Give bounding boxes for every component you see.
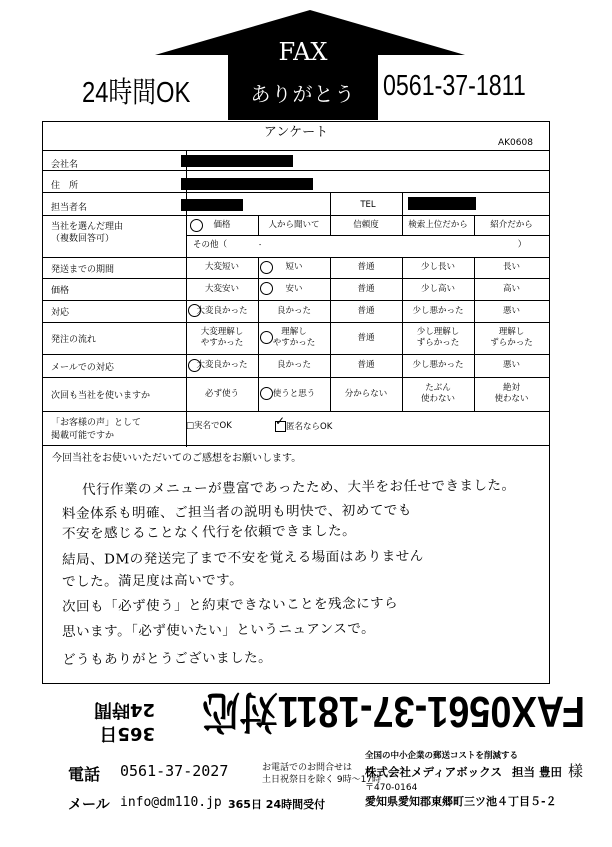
handwritten-line-1: 料金体系も明確、ご担当者の説明も明快で、初めてでも bbox=[62, 502, 412, 522]
reason-label: 当社を選んだ理由 bbox=[51, 222, 124, 232]
thanks-label: ありがとう bbox=[250, 82, 356, 106]
row-4-option-3[interactable]: 少し悪かった bbox=[412, 360, 464, 370]
mail-address[interactable]: info@dm110.jp bbox=[120, 795, 222, 810]
tel-number-footer[interactable]: 0561-37-2027 bbox=[120, 762, 229, 780]
selected-circle-icon bbox=[188, 359, 201, 372]
handwritten-line-3: 結局、DMの発送完了まで不安を覚える場面はありません bbox=[62, 548, 424, 568]
inquiry-line-1: お電話でのお問合せは bbox=[262, 763, 353, 773]
row-5-option-2[interactable]: 分からない bbox=[344, 388, 388, 399]
address-value-redacted bbox=[181, 178, 313, 190]
row-4-option-4[interactable]: 悪い bbox=[502, 360, 520, 370]
row-1-option-4[interactable]: 高い bbox=[502, 283, 520, 294]
voice-sub: 掲載可能ですか bbox=[51, 431, 115, 441]
handwritten-line-7: どうもありがとうございました。 bbox=[62, 649, 273, 668]
handwritten-line-4: でした。満足度は高いです。 bbox=[62, 572, 244, 590]
reason-option-0[interactable]: 価格 bbox=[213, 220, 231, 230]
selected-circle-icon bbox=[188, 304, 201, 317]
survey-form bbox=[42, 121, 550, 446]
selected-circle-icon bbox=[260, 387, 273, 400]
row-5-option-1[interactable]: 使うと思う bbox=[272, 388, 316, 399]
row-3-option-0[interactable]: 大変理解し やすかった bbox=[200, 327, 244, 348]
person-name: 担当 豊田 bbox=[512, 765, 563, 779]
row-1-option-1[interactable]: 安い bbox=[285, 283, 303, 294]
selected-circle-icon bbox=[260, 282, 273, 295]
row-label-5: 次回も当社を使いますか bbox=[51, 391, 151, 401]
row-2-option-2[interactable]: 普通 bbox=[357, 305, 375, 316]
fax-number: 0561-37-1811 bbox=[383, 70, 526, 102]
row-5-option-0[interactable]: 必ず使う bbox=[204, 388, 239, 399]
row-0-option-2[interactable]: 普通 bbox=[357, 262, 375, 272]
company-name: 株式会社メディアボックス bbox=[365, 765, 502, 779]
reason-option-2[interactable]: 信頼度 bbox=[353, 220, 379, 230]
handwritten-line-6: 思います。「必ず使いたい」というニュアンスで。 bbox=[62, 620, 376, 640]
flipped-hours: 24時間 bbox=[93, 699, 155, 720]
handwritten-line-0: 代行作業のメニューが豊富であったため、大半をお任せできました。 bbox=[82, 477, 516, 498]
voice-label: 「お客様の声」として bbox=[51, 418, 142, 428]
row-0-option-1[interactable]: 短い bbox=[285, 262, 303, 272]
tel-label-footer: 電話 bbox=[68, 765, 101, 784]
hours-label: 24時間OK bbox=[82, 77, 191, 109]
company-value-redacted bbox=[181, 155, 293, 167]
flipped-fax-banner bbox=[65, 686, 585, 748]
address-label: 住 所 bbox=[51, 181, 79, 191]
row-2-option-4[interactable]: 悪い bbox=[502, 305, 520, 316]
row-4-option-0[interactable]: 大変良かった bbox=[196, 360, 248, 370]
row-label-0: 発送までの期間 bbox=[51, 264, 115, 275]
reason-option-4[interactable]: 紹介だから bbox=[490, 220, 533, 230]
mail-hours: 365日 24時間受付 bbox=[228, 798, 326, 811]
selected-circle-icon bbox=[260, 331, 273, 344]
row-0-option-3[interactable]: 少し長い bbox=[420, 262, 455, 272]
row-1-option-0[interactable]: 大変安い bbox=[204, 283, 239, 294]
row-4-option-1[interactable]: 良かった bbox=[276, 360, 311, 370]
row-4-option-2[interactable]: 普通 bbox=[357, 360, 375, 370]
tel-label: TEL bbox=[360, 200, 376, 210]
row-2-option-1[interactable]: 良かった bbox=[276, 305, 311, 316]
row-3-option-4[interactable]: 理解し ずらかった bbox=[490, 327, 533, 348]
voice-option-real-name[interactable]: □実名でOK bbox=[186, 421, 232, 431]
row-label-2: 対応 bbox=[51, 308, 70, 318]
row-label-1: 価格 bbox=[51, 286, 70, 296]
comment-prompt: 今回当社をお使いいただいてのご感想をお願いします。 bbox=[52, 453, 302, 464]
postal-code: 〒470-0164 bbox=[365, 783, 418, 793]
mail-label: メール bbox=[68, 797, 110, 813]
row-2-option-0[interactable]: 大変良かった bbox=[196, 305, 248, 316]
reason-option-1[interactable]: 人から聞いて bbox=[268, 220, 320, 230]
contact-label: 担当者名 bbox=[51, 203, 88, 213]
fax-label: FAX bbox=[278, 38, 328, 66]
company-label: 会社名 bbox=[51, 160, 79, 170]
person-sign: 樣 bbox=[568, 762, 584, 780]
flipped-fax-number: FAX0561-37-1811対応 bbox=[202, 686, 585, 737]
row-1-option-2[interactable]: 普通 bbox=[357, 283, 375, 294]
selected-circle-icon bbox=[260, 261, 273, 274]
company-address: 愛知県愛知郡東郷町三ツ池４丁目５-２ bbox=[365, 795, 557, 808]
handwritten-line-5: 次回も「必ず使う」と約束できないことを残念にすら bbox=[62, 595, 399, 615]
tel-value-redacted bbox=[408, 197, 476, 210]
flipped-days: 365日 bbox=[99, 723, 155, 744]
row-3-option-3[interactable]: 少し理解し ずらかった bbox=[416, 327, 460, 348]
reason-option-3[interactable]: 検索上位だから bbox=[408, 220, 468, 230]
survey-title: アンケート bbox=[263, 125, 329, 140]
row-0-option-4[interactable]: 長い bbox=[502, 262, 520, 272]
row-5-option-4[interactable]: 絶対 使わない bbox=[494, 383, 529, 404]
row-0-option-0[interactable]: 大変短い bbox=[204, 262, 239, 272]
check-mark-icon: ✓ bbox=[275, 414, 286, 428]
handwritten-line-2: 不安を感じることなく代行を依頼できました。 bbox=[62, 522, 357, 542]
other-mark: ． bbox=[258, 238, 268, 248]
tagline: 全国の中小企業の郵送コストを削減する bbox=[365, 751, 519, 761]
row-label-4: メールでの対応 bbox=[51, 362, 114, 373]
row-label-3: 発注の流れ bbox=[51, 335, 97, 345]
survey-code: AK0608 bbox=[498, 138, 533, 148]
row-3-option-2[interactable]: 普通 bbox=[357, 332, 375, 343]
inquiry-line-2: 土日祝祭日を除く 9時～17時 bbox=[262, 775, 382, 785]
row-3-option-1[interactable]: 理解し やすかった bbox=[272, 327, 316, 348]
row-2-option-3[interactable]: 少し悪かった bbox=[412, 305, 464, 316]
other-close: ） bbox=[517, 240, 527, 250]
other-label: その他（ bbox=[193, 240, 228, 250]
selected-circle-icon bbox=[190, 219, 203, 232]
voice-option-anonymous[interactable]: ✓ 匿名ならOK bbox=[275, 414, 333, 432]
reason-sub: （複数回答可） bbox=[51, 234, 115, 244]
row-1-option-3[interactable]: 少し高い bbox=[420, 283, 455, 294]
row-5-option-3[interactable]: たぶん 使わない bbox=[420, 383, 455, 404]
contact-value-redacted bbox=[181, 199, 243, 211]
